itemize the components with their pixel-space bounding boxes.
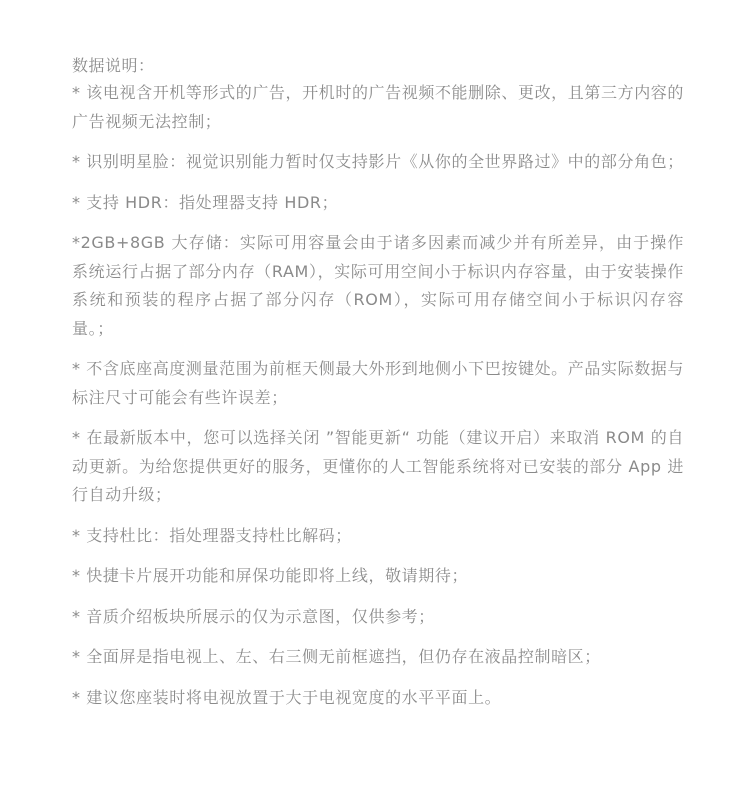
note-hdr: * 支持 HDR：指处理器支持 HDR； xyxy=(72,192,339,212)
note-placement: * 建议您座装时将电视放置于大于电视宽度的水平平面上。 xyxy=(72,687,502,707)
note-face-recognition: * 识别明星脸：视觉识别能力暂时仅支持影片《从你的全世界路过》中的部分角色； xyxy=(72,152,684,171)
note-storage: *2GB+8GB 大存储：实际可用容量会由于诸多因素而减少并有所差异，由于操作系统运行占据了部分内存（RAM），实际可用空间小于标识内存容量，由于安装操作系统和预装的程序占据了部分闪存（ROM），实际可用存储空间小于标识闪存容量。； xyxy=(72,233,684,338)
note-dolby: * 支持杜比：指处理器支持杜比解码； xyxy=(72,525,352,545)
note-full-screen: * 全面屏是指电视上、左、右三侧无前框遮挡，但仍存在液晶控制暗区； xyxy=(72,647,601,666)
data-notes-section xyxy=(72,53,684,724)
note-audio-illustration: * 音质介绍板块所展示的仅为示意图，仅供参考； xyxy=(72,606,435,626)
note-quick-cards: * 快捷卡片展开功能和屏保功能即将上线，敬请期待； xyxy=(72,566,469,585)
note-measurement: * 不含底座高度测量范围为前框天侧最大外形到地侧小下巴按键处。产品实际数据与标注尺寸可能会有些许误差； xyxy=(72,359,684,407)
notes-list xyxy=(72,79,684,712)
section-heading: 数据说明： xyxy=(72,56,155,75)
note-ads: * 该电视含开机等形式的广告，开机时的广告视频不能删除、更改，且第三方内容的广告视频无法控制； xyxy=(72,83,684,131)
note-auto-update: * 在最新版本中，您可以选择关闭 ”智能更新“ 功能（建议开启）来取消 ROM 的自动更新。为给您提供更好的服务，更懂你的人工智能系统将对已安装的部分 App 进行自动升级； xyxy=(72,428,684,504)
